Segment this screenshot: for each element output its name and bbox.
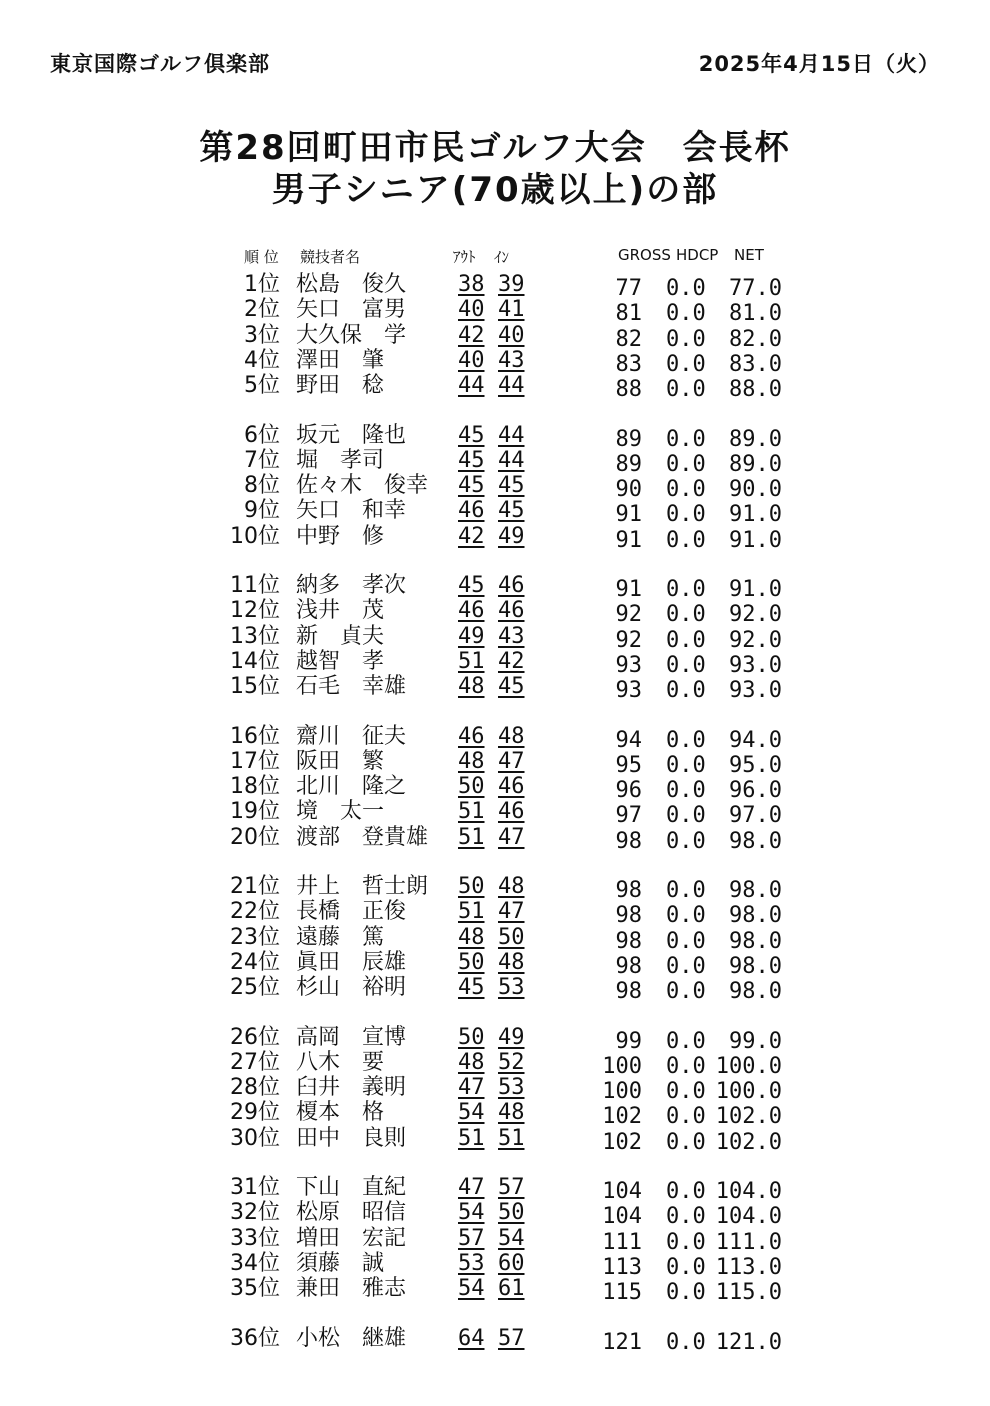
cell-out: 45 — [458, 473, 485, 499]
cell-out: 46 — [458, 723, 485, 749]
cell-in: 57 — [498, 1325, 525, 1351]
cell-rank: 14位 — [230, 648, 280, 674]
cell-in: 45 — [498, 674, 525, 700]
cell-out: 46 — [458, 598, 485, 624]
cell-in: 49 — [498, 523, 525, 549]
cell-gross: 113 — [602, 1254, 642, 1280]
cell-out: 42 — [458, 322, 485, 348]
table-row — [0, 1125, 990, 1155]
cell-name: 北川 隆之 — [296, 774, 407, 800]
event-date: 2025年4月15日（火） — [698, 52, 940, 76]
table-row — [0, 598, 990, 628]
cell-name: 矢口 和幸 — [296, 498, 407, 524]
cell-out: 48 — [458, 674, 485, 700]
cell-gross: 104 — [602, 1204, 642, 1230]
cell-in: 45 — [498, 473, 525, 499]
cell-in: 47 — [498, 899, 525, 925]
column-header-in: ｲﾝ — [494, 248, 510, 266]
cell-gross: 82 — [615, 326, 642, 352]
cell-gross: 96 — [615, 778, 642, 804]
cell-gross: 91 — [615, 527, 642, 553]
cell-hdcp: 0.0 — [666, 276, 706, 301]
cell-net: 93.0 — [729, 678, 782, 704]
cell-out: 38 — [458, 272, 485, 297]
table-row — [0, 1325, 990, 1355]
cell-name: 臼井 義明 — [296, 1075, 407, 1101]
cell-name: 石毛 幸雄 — [296, 674, 407, 700]
cell-net: 91.0 — [729, 527, 782, 553]
cell-hdcp: 0.0 — [666, 1280, 706, 1306]
cell-net: 98.0 — [729, 828, 782, 854]
cell-net: 95.0 — [729, 752, 782, 778]
cell-hdcp: 0.0 — [666, 803, 706, 829]
cell-name: 越智 孝 — [296, 648, 385, 674]
cell-gross: 94 — [615, 727, 642, 753]
cell-gross: 89 — [615, 451, 642, 477]
cell-rank: 5位 — [244, 373, 280, 399]
cell-name: 澤田 肇 — [296, 347, 385, 373]
cell-net: 104.0 — [715, 1179, 782, 1204]
cell-in: 61 — [498, 1276, 525, 1302]
cell-gross: 104 — [602, 1179, 642, 1204]
cell-name: 長橋 正俊 — [296, 899, 407, 925]
cell-in: 41 — [498, 297, 525, 323]
table-row — [0, 799, 990, 829]
column-header-name: 競技者名 — [300, 248, 361, 266]
cell-out: 51 — [458, 899, 485, 925]
table-row — [0, 1024, 990, 1054]
table-row — [0, 924, 990, 954]
cell-gross: 97 — [615, 803, 642, 829]
table-row — [0, 723, 990, 753]
cell-in: 46 — [498, 573, 525, 598]
cell-in: 48 — [498, 723, 525, 749]
cell-name: 坂元 隆也 — [296, 422, 407, 448]
cell-net: 121.0 — [715, 1329, 782, 1355]
cell-out: 54 — [458, 1276, 485, 1302]
table-row — [0, 347, 990, 377]
cell-out: 45 — [458, 573, 485, 598]
cell-rank: 3位 — [244, 322, 280, 348]
cell-rank: 8位 — [244, 473, 280, 499]
table-row — [0, 1200, 990, 1230]
cell-rank: 25位 — [230, 975, 280, 1001]
cell-name: 須藤 誠 — [296, 1250, 385, 1276]
cell-hdcp: 0.0 — [666, 979, 706, 1005]
cell-gross: 100 — [602, 1079, 642, 1105]
cell-hdcp: 0.0 — [666, 477, 706, 503]
table-row — [0, 473, 990, 503]
cell-hdcp: 0.0 — [666, 377, 706, 403]
cell-name: 渡部 登貴雄 — [296, 824, 429, 850]
cell-out: 45 — [458, 447, 485, 473]
column-header-out: ｱｳﾄ — [453, 248, 476, 266]
cell-rank: 13位 — [230, 623, 280, 649]
column-header-net: NET — [734, 246, 764, 264]
cell-out: 48 — [458, 924, 485, 950]
table-row — [0, 899, 990, 929]
cell-in: 47 — [498, 824, 525, 850]
cell-name: 杉山 裕明 — [296, 975, 407, 1001]
cell-rank: 12位 — [230, 598, 280, 624]
table-row — [0, 1049, 990, 1079]
cell-net: 98.0 — [729, 979, 782, 1005]
cell-gross: 90 — [615, 477, 642, 503]
table-row — [0, 1175, 990, 1204]
cell-hdcp: 0.0 — [666, 577, 706, 602]
cell-name: 大久保 学 — [296, 322, 407, 348]
cell-rank: 1位 — [244, 272, 280, 297]
cell-in: 47 — [498, 748, 525, 774]
cell-in: 45 — [498, 498, 525, 524]
page-subtitle: 男子シニア(70歳以上)の部 — [271, 170, 719, 210]
cell-in: 40 — [498, 322, 525, 348]
table-row — [0, 824, 990, 854]
cell-out: 48 — [458, 1049, 485, 1075]
cell-hdcp: 0.0 — [666, 1053, 706, 1079]
cell-name: 納多 孝次 — [296, 573, 407, 598]
table-row — [0, 573, 990, 602]
cell-net: 98.0 — [729, 903, 782, 929]
cell-hdcp: 0.0 — [666, 1229, 706, 1255]
cell-net: 113.0 — [715, 1254, 782, 1280]
cell-out: 50 — [458, 949, 485, 975]
table-row — [0, 949, 990, 979]
cell-gross: 98 — [615, 828, 642, 854]
cell-name: 眞田 辰雄 — [296, 949, 407, 975]
cell-rank: 21位 — [230, 874, 280, 899]
cell-net: 96.0 — [729, 778, 782, 804]
cell-out: 50 — [458, 1024, 485, 1050]
cell-rank: 26位 — [230, 1024, 280, 1050]
cell-rank: 30位 — [230, 1125, 280, 1151]
cell-name: 小松 継雄 — [296, 1325, 407, 1351]
cell-net: 98.0 — [729, 953, 782, 979]
cell-out: 51 — [458, 648, 485, 674]
column-header-gross: GROSS — [618, 246, 671, 264]
cell-rank: 32位 — [230, 1200, 280, 1226]
cell-hdcp: 0.0 — [666, 527, 706, 553]
cell-net: 100.0 — [715, 1053, 782, 1079]
cell-gross: 98 — [615, 979, 642, 1005]
cell-name: 田中 良則 — [296, 1125, 407, 1151]
table-row — [0, 774, 990, 804]
cell-in: 39 — [498, 272, 525, 297]
cell-hdcp: 0.0 — [666, 928, 706, 954]
cell-net: 89.0 — [729, 426, 782, 452]
cell-out: 51 — [458, 824, 485, 850]
cell-rank: 20位 — [230, 824, 280, 850]
cell-rank: 10位 — [230, 523, 280, 549]
cell-out: 50 — [458, 774, 485, 800]
cell-rank: 19位 — [230, 799, 280, 825]
table-row — [0, 1276, 990, 1306]
cell-gross: 99 — [615, 1028, 642, 1054]
cell-rank: 6位 — [244, 422, 280, 448]
cell-name: 矢口 富男 — [296, 297, 407, 323]
cell-name: 堀 孝司 — [296, 447, 385, 473]
cell-out: 42 — [458, 523, 485, 549]
cell-rank: 31位 — [230, 1175, 280, 1200]
cell-gross: 102 — [602, 1104, 642, 1130]
cell-hdcp: 0.0 — [666, 1179, 706, 1204]
table-row — [0, 648, 990, 678]
cell-net: 100.0 — [715, 1079, 782, 1105]
cell-name: 齋川 征夫 — [296, 723, 407, 749]
cell-name: 野田 稔 — [296, 373, 385, 399]
cell-net: 102.0 — [715, 1104, 782, 1130]
cell-rank: 22位 — [230, 899, 280, 925]
cell-hdcp: 0.0 — [666, 502, 706, 528]
cell-rank: 17位 — [230, 748, 280, 774]
cell-rank: 27位 — [230, 1049, 280, 1075]
table-row — [0, 1225, 990, 1255]
cell-rank: 2位 — [244, 297, 280, 323]
cell-gross: 89 — [615, 426, 642, 452]
cell-name: 榎本 格 — [296, 1100, 385, 1126]
cell-name: 兼田 雅志 — [296, 1276, 407, 1302]
cell-gross: 111 — [602, 1229, 642, 1255]
cell-in: 53 — [498, 1075, 525, 1101]
cell-net: 94.0 — [729, 727, 782, 753]
cell-hdcp: 0.0 — [666, 828, 706, 854]
cell-out: 57 — [458, 1225, 485, 1251]
cell-in: 43 — [498, 623, 525, 649]
cell-out: 45 — [458, 975, 485, 1001]
cell-net: 88.0 — [729, 377, 782, 403]
cell-rank: 15位 — [230, 674, 280, 700]
cell-out: 51 — [458, 799, 485, 825]
cell-in: 48 — [498, 949, 525, 975]
cell-rank: 33位 — [230, 1225, 280, 1251]
cell-rank: 29位 — [230, 1100, 280, 1126]
table-row — [0, 498, 990, 528]
cell-hdcp: 0.0 — [666, 426, 706, 452]
cell-gross: 81 — [615, 301, 642, 327]
cell-net: 91.0 — [729, 502, 782, 528]
cell-gross: 88 — [615, 377, 642, 403]
cell-gross: 93 — [615, 652, 642, 678]
cell-hdcp: 0.0 — [666, 1079, 706, 1105]
cell-net: 98.0 — [729, 878, 782, 903]
cell-out: 54 — [458, 1200, 485, 1226]
cell-gross: 98 — [615, 953, 642, 979]
cell-out: 45 — [458, 422, 485, 448]
table-row — [0, 297, 990, 327]
cell-out: 53 — [458, 1250, 485, 1276]
table-row — [0, 874, 990, 903]
cell-name: 松島 俊久 — [296, 272, 407, 297]
cell-out: 47 — [458, 1075, 485, 1101]
cell-hdcp: 0.0 — [666, 1129, 706, 1155]
cell-out: 44 — [458, 373, 485, 399]
cell-net: 77.0 — [729, 276, 782, 301]
cell-in: 60 — [498, 1250, 525, 1276]
cell-hdcp: 0.0 — [666, 1254, 706, 1280]
cell-out: 40 — [458, 297, 485, 323]
cell-net: 81.0 — [729, 301, 782, 327]
table-row — [0, 1075, 990, 1105]
cell-hdcp: 0.0 — [666, 678, 706, 704]
column-header-rank: 順 位 — [244, 248, 279, 266]
cell-hdcp: 0.0 — [666, 627, 706, 653]
cell-gross: 98 — [615, 878, 642, 903]
cell-net: 92.0 — [729, 602, 782, 628]
cell-hdcp: 0.0 — [666, 903, 706, 929]
cell-hdcp: 0.0 — [666, 1204, 706, 1230]
table-row — [0, 322, 990, 352]
cell-out: 49 — [458, 623, 485, 649]
table-row — [0, 674, 990, 704]
cell-rank: 24位 — [230, 949, 280, 975]
cell-hdcp: 0.0 — [666, 878, 706, 903]
cell-hdcp: 0.0 — [666, 1104, 706, 1130]
cell-name: 遠藤 篤 — [296, 924, 385, 950]
cell-rank: 16位 — [230, 723, 280, 749]
cell-in: 51 — [498, 1125, 525, 1151]
cell-net: 91.0 — [729, 577, 782, 602]
cell-name: 新 貞夫 — [296, 623, 385, 649]
cell-gross: 93 — [615, 678, 642, 704]
page-title: 第28回町田市民ゴルフ大会 会長杯 — [199, 128, 791, 168]
table-row — [0, 748, 990, 778]
cell-in: 53 — [498, 975, 525, 1001]
cell-net: 92.0 — [729, 627, 782, 653]
table-row — [0, 523, 990, 553]
cell-rank: 11位 — [230, 573, 280, 598]
cell-name: 八木 要 — [296, 1049, 385, 1075]
cell-out: 51 — [458, 1125, 485, 1151]
table-row — [0, 422, 990, 452]
cell-name: 松原 昭信 — [296, 1200, 407, 1226]
cell-net: 111.0 — [715, 1229, 782, 1255]
cell-in: 44 — [498, 373, 525, 399]
cell-net: 98.0 — [729, 928, 782, 954]
cell-rank: 18位 — [230, 774, 280, 800]
cell-in: 44 — [498, 422, 525, 448]
cell-gross: 121 — [602, 1329, 642, 1355]
cell-name: 佐々木 俊幸 — [296, 473, 429, 499]
cell-hdcp: 0.0 — [666, 652, 706, 678]
cell-gross: 77 — [615, 276, 642, 301]
club-name: 東京国際ゴルフ倶楽部 — [50, 52, 270, 76]
cell-in: 46 — [498, 598, 525, 624]
cell-hdcp: 0.0 — [666, 1028, 706, 1054]
cell-gross: 100 — [602, 1053, 642, 1079]
cell-name: 下山 直紀 — [296, 1175, 407, 1200]
cell-hdcp: 0.0 — [666, 451, 706, 477]
cell-in: 48 — [498, 1100, 525, 1126]
cell-out: 47 — [458, 1175, 485, 1200]
cell-net: 97.0 — [729, 803, 782, 829]
cell-out: 64 — [458, 1325, 485, 1351]
cell-name: 増田 宏記 — [296, 1225, 407, 1251]
cell-in: 49 — [498, 1024, 525, 1050]
cell-out: 48 — [458, 748, 485, 774]
cell-hdcp: 0.0 — [666, 778, 706, 804]
cell-in: 50 — [498, 1200, 525, 1226]
cell-in: 44 — [498, 447, 525, 473]
cell-rank: 35位 — [230, 1276, 280, 1302]
cell-hdcp: 0.0 — [666, 602, 706, 628]
cell-hdcp: 0.0 — [666, 752, 706, 778]
cell-gross: 91 — [615, 502, 642, 528]
cell-rank: 28位 — [230, 1075, 280, 1101]
cell-gross: 91 — [615, 577, 642, 602]
table-row — [0, 447, 990, 477]
cell-gross: 83 — [615, 351, 642, 377]
cell-out: 46 — [458, 498, 485, 524]
cell-hdcp: 0.0 — [666, 351, 706, 377]
cell-rank: 34位 — [230, 1250, 280, 1276]
cell-gross: 102 — [602, 1129, 642, 1155]
column-header-hdcp: HDCP — [676, 246, 719, 264]
cell-net: 104.0 — [715, 1204, 782, 1230]
cell-rank: 7位 — [244, 447, 280, 473]
cell-out: 40 — [458, 347, 485, 373]
cell-name: 井上 哲士朗 — [296, 874, 429, 899]
cell-in: 54 — [498, 1225, 525, 1251]
cell-name: 阪田 繁 — [296, 748, 385, 774]
cell-name: 中野 修 — [296, 523, 385, 549]
cell-in: 46 — [498, 799, 525, 825]
cell-gross: 95 — [615, 752, 642, 778]
cell-hdcp: 0.0 — [666, 301, 706, 327]
table-row — [0, 272, 990, 301]
cell-in: 50 — [498, 924, 525, 950]
cell-in: 42 — [498, 648, 525, 674]
cell-hdcp: 0.0 — [666, 326, 706, 352]
cell-rank: 4位 — [244, 347, 280, 373]
table-row — [0, 975, 990, 1005]
cell-gross: 98 — [615, 903, 642, 929]
cell-gross: 98 — [615, 928, 642, 954]
table-row — [0, 1100, 990, 1130]
cell-in: 43 — [498, 347, 525, 373]
cell-hdcp: 0.0 — [666, 1329, 706, 1355]
cell-rank: 9位 — [244, 498, 280, 524]
cell-gross: 92 — [615, 602, 642, 628]
cell-in: 52 — [498, 1049, 525, 1075]
cell-net: 89.0 — [729, 451, 782, 477]
cell-net: 90.0 — [729, 477, 782, 503]
cell-in: 48 — [498, 874, 525, 899]
cell-hdcp: 0.0 — [666, 727, 706, 753]
cell-name: 境 太一 — [296, 799, 385, 825]
table-row — [0, 623, 990, 653]
cell-out: 50 — [458, 874, 485, 899]
cell-rank: 36位 — [230, 1325, 280, 1351]
cell-hdcp: 0.0 — [666, 953, 706, 979]
cell-gross: 92 — [615, 627, 642, 653]
cell-in: 46 — [498, 774, 525, 800]
cell-gross: 115 — [602, 1280, 642, 1306]
cell-rank: 23位 — [230, 924, 280, 950]
table-row — [0, 373, 990, 403]
cell-net: 82.0 — [729, 326, 782, 352]
cell-name: 高岡 宣博 — [296, 1024, 407, 1050]
cell-net: 102.0 — [715, 1129, 782, 1155]
cell-net: 93.0 — [729, 652, 782, 678]
cell-net: 83.0 — [729, 351, 782, 377]
cell-out: 54 — [458, 1100, 485, 1126]
cell-net: 115.0 — [715, 1280, 782, 1306]
table-row — [0, 1250, 990, 1280]
cell-net: 99.0 — [729, 1028, 782, 1054]
cell-name: 浅井 茂 — [296, 598, 385, 624]
cell-in: 57 — [498, 1175, 525, 1200]
